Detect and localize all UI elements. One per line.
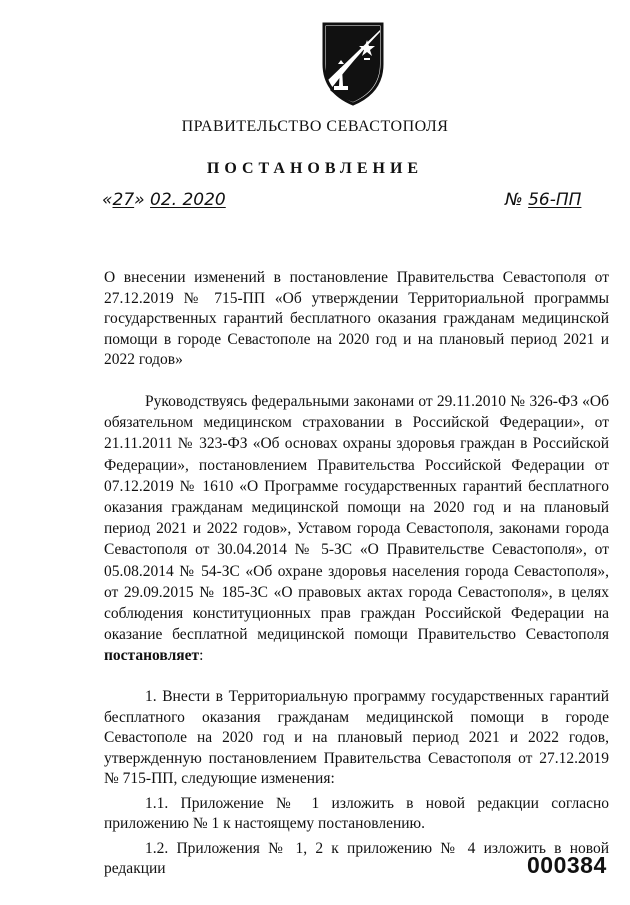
- preamble-text: Руководствуясь федеральными законами от 29.11.2010 № 326-ФЗ «Об обязательном медицинском страховании в Российской Федерации», от 21.11.2011 № 323-ФЗ «Об основах охраны здоровья граждан в Российской Федерации», постановлением Правительства Российской Федерации от 07.12.2019 № 1610 «О Программе государственных гарантий бесплатного оказания гражданам медицинской помощи на 2020 год и на плановый период 2021 и 2022 годов», Уставом города Севастополя, законами города Севастополя от 30.04.2014 № 5-ЗС «О Правительстве Севастополя», от 05.08.2014 № 54-ЗС «Об охране здоровья населения города Севастополя», от 29.09.2015 № 185-ЗС «О правовых актах города Севастополя», в целях соблюдения конституционных прав граждан Российской Федерации на оказание бесплатной медицинской помощи Правительство Севастополя: [104, 393, 609, 644]
- number-sign: №: [505, 190, 529, 210]
- item-1-2: 1.2. Приложения № 1, 2 к приложению № 4 изложить в новой редакции: [104, 839, 609, 877]
- document-number: [505, 190, 581, 210]
- preamble-paragraph: [104, 391, 609, 667]
- preamble-verb: постановляет: [104, 647, 200, 665]
- sevastopol-coat-of-arms-icon: [318, 20, 388, 106]
- preamble-colon: :: [199, 647, 204, 665]
- date-close-quote: »: [134, 190, 151, 210]
- date-day: 27: [112, 190, 135, 210]
- number-value: 56-ПП: [528, 190, 582, 210]
- item-1-1: 1.1. Приложение № 1 изложить в новой редакции согласно приложению № 1 к настоящему постановлению.: [104, 794, 609, 832]
- resolution-items: [104, 687, 609, 880]
- document-date: [102, 190, 226, 210]
- item-1: 1. Внести в Территориальную программу государственных гарантий бесплатного оказания гражданам медицинской помощи в городе Севастополе на 2020 год и на плановый период 2021 и 2022 годов, утвержденную постановлением Правительства Севастополя от 27.12.2019 № 715-ПП, следующие изменения:: [104, 688, 609, 787]
- date-month-year: 02. 2020: [150, 190, 226, 210]
- document-subject: О внесении изменений в постановление Правительства Севастополя от 27.12.2019 № 715-ПП «Об утверждении Территориальной программы государственных гарантий бесплатного оказания гражданам медицинской помощи в городе Севастополе на 2020 год и на плановый период 2021 и 2022 годов»: [104, 269, 609, 368]
- serial-number: 000384: [527, 852, 607, 878]
- document-type-title: ПОСТАНОВЛЕНИЕ: [206, 160, 424, 177]
- date-open-quote: «: [102, 190, 113, 210]
- organization-name: ПРАВИТЕЛЬСТВО СЕВАСТОПОЛЯ: [181, 118, 449, 135]
